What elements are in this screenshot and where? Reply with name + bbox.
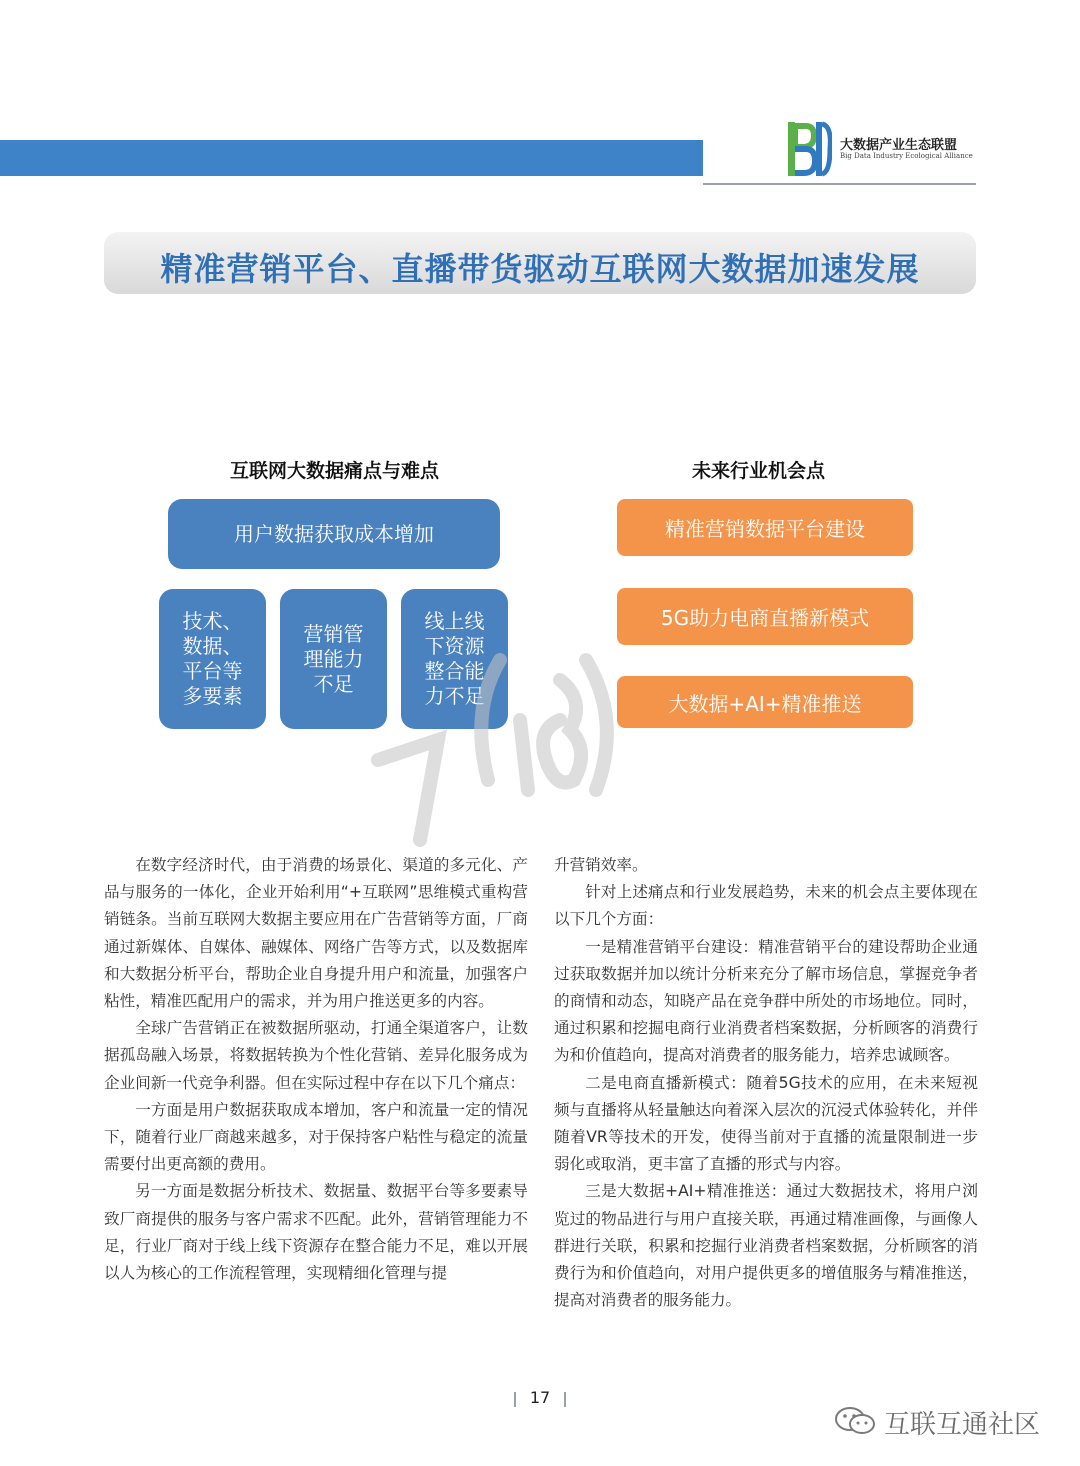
logo-chinese-name: 大数据产业生态联盟 <box>840 138 958 153</box>
body-paragraph-continued: 升营销效率。 <box>554 856 648 874</box>
header-rule <box>703 183 976 185</box>
logo-english-name: Big Data Industry Ecological Alliance <box>840 152 973 160</box>
body-paragraph: 针对上述痛点和行业发展趋势，未来的机会点主要体现在以下几个方面： <box>554 883 978 929</box>
body-paragraph: 在数字经济时代，由于消费的场景化、渠道的多元化、产品与服务的一体化，企业开始利用“+互联网”思维模式重构营销链条。当前互联网大数据主要应用在广告营销等方面，厂商通过新媒体、自媒体、融媒体、网络广告等方式，以及数据库和大数据分析平台，帮助企业自身提升用户和流量，加强客户粘性，精准匹配用户的需求，并为用户推送更多的内容。 <box>104 856 528 1011</box>
body-paragraph: 二是电商直播新模式：随着5G技术的应用，在未来短视频与直播将从轻量触达向着深入层次的沉浸式体验转化，并伴随着VR等技术的开发，使得当前对于直播的流量限制进一步弱化或取消，更丰富了直播的形式与内容。 <box>554 1073 978 1174</box>
opportunity-box-2 <box>617 588 913 645</box>
body-paragraph: 另一方面是数据分析技术、数据量、数据平台等多要素导致厂商提供的服务与客户需求不匹配。此外，营销管理能力不足，行业厂商对于线上线下资源存在整合能力不足，难以开展以人为核心的工作流程管理，实现精细化管理与提 <box>104 1182 528 1283</box>
body-paragraph: 全球广告营销正在被数据所驱动，打通全渠道客户，让数据孤岛融入场景，将数据转换为个性化营销、差异化服务成为企业间新一代竞争利器。但在实际过程中存在以下几个痛点： <box>104 1019 528 1092</box>
bd-logo-icon <box>786 118 832 180</box>
pain-main-label: 用户数据获取成本增加 <box>234 521 434 546</box>
pain-sub-label-1: 技术、数据、平台等多要素 <box>182 609 243 708</box>
wechat-account-name: 互联互通社区 <box>884 1410 1041 1440</box>
pain-sub-box-1 <box>159 589 266 729</box>
opportunity-label-2: 5G助力电商直播新模式 <box>660 606 870 630</box>
body-left-column <box>104 852 528 1287</box>
opportunity-box-3 <box>617 676 913 728</box>
opportunity-label-1: 精准营销数据平台建设 <box>665 517 865 541</box>
page-number-value: 17 <box>529 1388 551 1407</box>
wechat-icon <box>834 1406 876 1436</box>
body-paragraph: 一方面是用户数据获取成本增加，客户和流量一定的情况下，随着行业厂商越来越多，对于保持客户粘性与稳定的流量需要付出更高额的费用。 <box>104 1100 528 1174</box>
opportunities-heading: 未来行业机会点 <box>692 460 826 482</box>
pain-sub-label-3: 线上线下资源整合能力不足 <box>424 609 485 708</box>
page-title: 精准营销平台、直播带货驱动互联网大数据加速发展 <box>160 250 920 288</box>
title-banner <box>104 232 976 294</box>
opportunity-box-1 <box>617 499 913 556</box>
page-number-divider <box>564 1392 566 1407</box>
body-right-column <box>554 852 978 1314</box>
opportunity-label-3: 大数据+AI+精准推送 <box>668 691 862 716</box>
body-paragraph: 一是精准营销平台建设：精准营销平台的建设帮助企业通过获取数据并加以统计分析来充分了解市场信息，掌握竞争者的商情和动态，知晓产品在竞争群中所处的市场地位。同时，通过积累和挖掘电商行业消费者档案数据，分析顾客的消费行为和价值趋向，提高对消费者的服务能力，培养忠诚顾客。 <box>554 937 978 1065</box>
header-band <box>0 140 703 176</box>
alliance-logo <box>786 118 986 180</box>
pain-points-heading: 互联网大数据痛点与难点 <box>230 460 440 482</box>
pain-main-box <box>168 499 500 569</box>
page-number-divider <box>514 1392 516 1407</box>
wechat-attribution <box>834 1404 1054 1438</box>
body-paragraph: 三是大数据+AI+精准推送：通过大数据技术，将用户浏览过的物品进行与用户直接关联，再通过精准画像，与画像人群进行关联，积累和挖掘行业消费者档案数据，分析顾客的消费行为和价值趋向，对用户提供更多的增值服务与精准推送，提高对消费者的服务能力。 <box>554 1182 978 1310</box>
pain-sub-label-2: 营销管理能力不足 <box>303 621 364 696</box>
page-number <box>506 1388 574 1410</box>
watermark-icon <box>360 640 620 860</box>
